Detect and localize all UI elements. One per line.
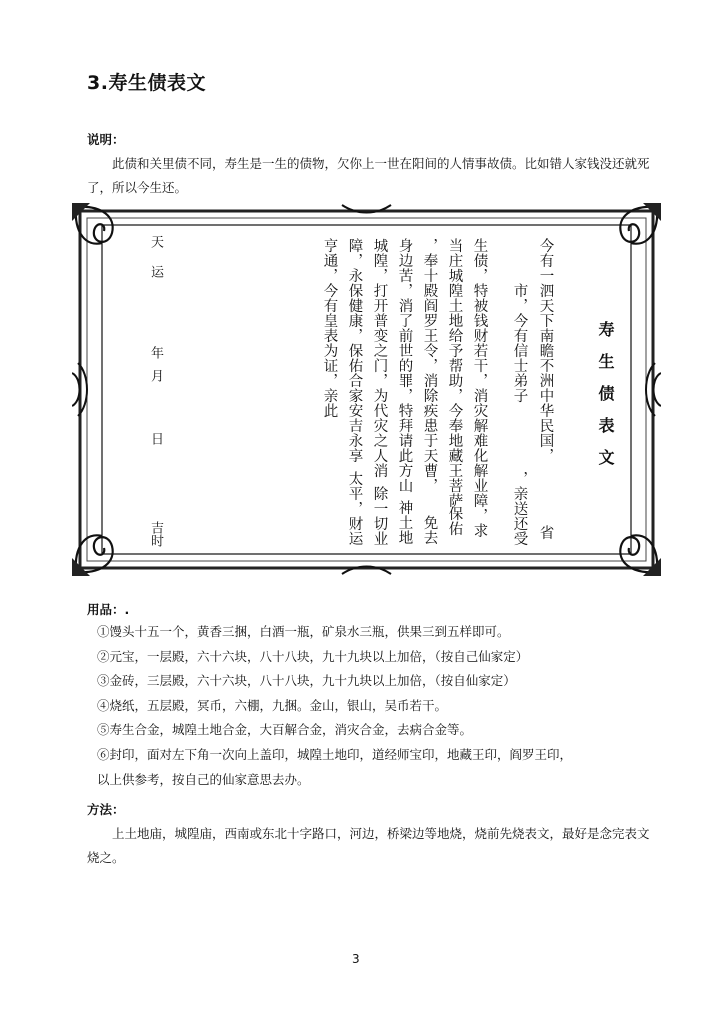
document-column-7: 城隍，打开普变之门，为代灾之人消 (371, 238, 388, 478)
date-yue: 月 (148, 369, 163, 382)
document-column-4b: 保佑 (446, 506, 463, 536)
supplies-item: ④烧纸，五层殿，冥币，六棚，九捆。金山，银山，吴币若干。 (97, 697, 448, 713)
document-column-6: 身边苦，消了前世的罪，特拜请此方山 (396, 238, 413, 493)
supplies-list (97, 620, 697, 792)
document-column-4: 当庄城隍土地给予帮助，今奉地藏王菩萨 (446, 238, 463, 508)
document-column-1b: 省 (537, 525, 554, 540)
method-line-1: 上土地庙，城隍庙，西南或东北十字路口，河边，桥梁边等地烧，烧前先烧表文，最好是念完表文 (112, 826, 650, 841)
supplies-item: ③金砖，三层殿，六十六块，八十八块，九十九块以上加倍，（按自仙家定） (97, 673, 516, 689)
document-frame (72, 203, 661, 576)
date-yun: 运 (148, 265, 163, 278)
supplies-item: ⑤寿生合金，城隍土地合金，大百解合金，消灾合金，去病合金等。 (97, 722, 473, 738)
explain-label: 说明： (87, 132, 125, 147)
supplies-note: 以上供参考，按自己的仙家意思去办。 (97, 771, 310, 787)
supplies-item: ①馒头十五一个，黄香三捆，白酒一瓶，矿泉水三瓶，供果三到五样即可。 (97, 624, 510, 639)
supplies-label: 用品：. (87, 602, 130, 617)
page-heading: 3.寿生债表文 (87, 72, 206, 94)
method-label: 方法： (87, 802, 125, 817)
document-column-2b: ，亲送还受 (511, 471, 528, 546)
supplies-item: ②元宝，一层殿，六十六块，八十八块，九十九块以上加倍，（按自己仙家定） (97, 648, 529, 664)
document-column-1: 今有一泗天下南瞻不洲中华民国， (537, 238, 554, 463)
page-number: 3 (352, 952, 360, 966)
document-title: 寿生债表文 (596, 321, 615, 481)
explain-line-1: 此债和关里债不同，寿生是一生的债物，欠你上一世在阳间的人情事故债。比如错人家钱没还就死 (112, 156, 650, 171)
date-nian: 年 (148, 346, 163, 359)
document-column-2: 市，今有信士弟子 (511, 283, 528, 403)
date-jishi: 吉时 (148, 521, 163, 547)
document-column-8b: 太平，财运 (346, 471, 363, 546)
document-column-5b: 免去 (421, 515, 438, 545)
document-column-3: 生债，特被钱财若干，消灾解难化解业障，求 (471, 238, 488, 538)
document-column-7b: 除一切业 (371, 486, 388, 546)
document-column-8: 障，永保健康，保佑合家安吉永享 (346, 238, 363, 463)
document-column-9: 亨通，今有皇表为证，亲此 (321, 238, 338, 418)
date-tian: 天 (148, 235, 163, 248)
supplies-item: ⑥封印，面对左下角一次向上盖印，城隍土地印，道经师宝印，地藏王印，阎罗王印， (97, 746, 573, 762)
explain-line-2: 了，所以今生还。 (87, 180, 188, 195)
document-column-6b: 神土地 (396, 500, 413, 545)
document-column-5: ，奉十殿阎罗王令，消除疾患于天曹， (421, 238, 438, 493)
method-line-2: 烧之。 (87, 850, 125, 865)
date-ri: 日 (148, 432, 163, 445)
